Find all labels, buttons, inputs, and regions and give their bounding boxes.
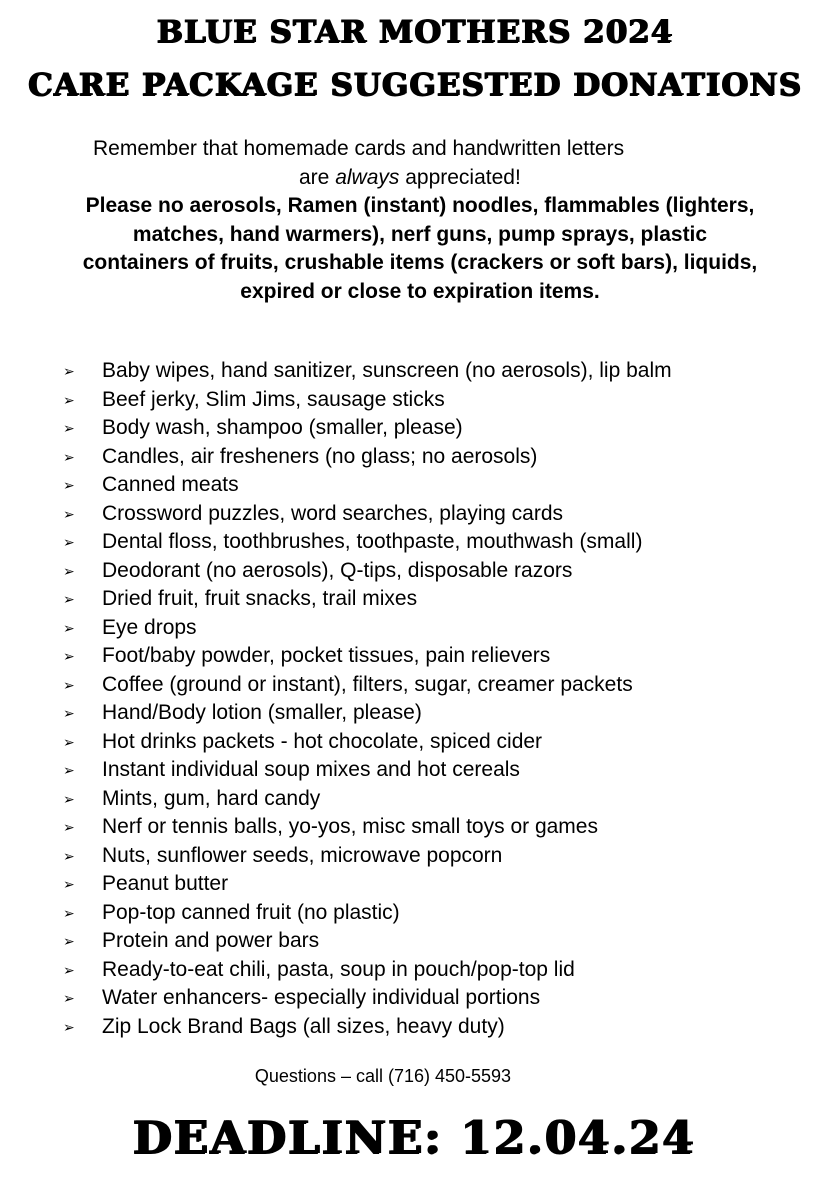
arrowhead-bullet-icon: ➢ xyxy=(63,648,75,664)
arrowhead-bullet-icon: ➢ xyxy=(63,1018,75,1035)
intro-line-1: Remember that homemade cards and handwritten letters xyxy=(93,137,625,160)
arrowhead-bullet-icon: ➢ xyxy=(63,562,75,579)
arrowhead-bullet-icon: ➢ xyxy=(63,990,75,1006)
intro-line-2-before: are xyxy=(299,166,336,189)
arrowhead-bullet-icon: ➢ xyxy=(63,762,75,778)
list-item-label: Eye drops xyxy=(102,615,197,639)
list-item-label: Water enhancers- especially individual portions xyxy=(102,986,541,1009)
arrowhead-bullet-icon: ➢ xyxy=(63,847,75,864)
list-item-label: Baby wipes, hand sanitizer, sunscreen (no aerosols), lip balm xyxy=(102,359,672,382)
deadline: DEADLINE: 12.04.24 xyxy=(132,1111,695,1164)
arrowhead-bullet-icon: ➢ xyxy=(63,676,75,693)
arrowhead-bullet-icon: ➢ xyxy=(63,505,75,522)
list-item-label: Body wash, shampoo (smaller, please) xyxy=(102,416,463,439)
arrowhead-bullet-icon: ➢ xyxy=(63,733,75,750)
arrowhead-bullet-icon: ➢ xyxy=(63,961,75,978)
intro-line-2 xyxy=(299,164,521,192)
list-item-label: Pop-top canned fruit (no plastic) xyxy=(102,900,400,924)
arrowhead-bullet-icon: ➢ xyxy=(63,591,75,607)
list-item-label: Mints, gum, hard candy xyxy=(102,786,321,810)
arrowhead-bullet-icon: ➢ xyxy=(63,534,75,550)
list-item-label: Nuts, sunflower seeds, microwave popcorn xyxy=(102,843,503,867)
list-item-label: Protein and power bars xyxy=(102,929,320,952)
arrowhead-bullet-icon: ➢ xyxy=(63,790,75,807)
page-subtitle: CARE PACKAGE SUGGESTED DONATIONS xyxy=(27,67,802,103)
arrowhead-bullet-icon: ➢ xyxy=(63,619,75,636)
list-item-label: Hot drinks packets - hot chocolate, spiced cider xyxy=(102,729,543,753)
list-item-label: Ready-to-eat chili, pasta, soup in pouch/pop-top lid xyxy=(102,957,575,981)
intro-emphasis: always xyxy=(335,166,400,189)
list-item-label: Hand/Body lotion (smaller, please) xyxy=(102,701,422,724)
arrowhead-bullet-icon: ➢ xyxy=(63,819,75,835)
arrowhead-bullet-icon: ➢ xyxy=(63,363,75,379)
arrowhead-bullet-icon: ➢ xyxy=(63,904,75,921)
arrowhead-bullet-icon: ➢ xyxy=(63,933,75,949)
list-item-label: Dried fruit, fruit snacks, trail mixes xyxy=(102,587,418,610)
list-item-label: Instant individual soup mixes and hot cereals xyxy=(102,758,520,781)
list-item-label: Dental floss, toothbrushes, toothpaste, mouthwash (small) xyxy=(102,530,643,553)
list-item-label: Deodorant (no aerosols), Q-tips, disposable razors xyxy=(102,558,573,582)
arrowhead-bullet-icon: ➢ xyxy=(63,477,75,493)
arrowhead-bullet-icon: ➢ xyxy=(63,705,75,721)
list-item-label: Peanut butter xyxy=(102,872,229,895)
intro-line-2-after: appreciated! xyxy=(399,166,521,189)
arrowhead-bullet-icon: ➢ xyxy=(63,448,75,465)
arrowhead-bullet-icon: ➢ xyxy=(63,876,75,892)
list-item-label: Zip Lock Brand Bags (all sizes, heavy duty) xyxy=(102,1014,505,1038)
arrowhead-bullet-icon: ➢ xyxy=(63,420,75,436)
list-item-label: Candles, air fresheners (no glass; no aerosols) xyxy=(102,444,538,468)
list-item-label: Crossword puzzles, word searches, playing cards xyxy=(102,501,564,525)
list-item-label: Canned meats xyxy=(102,473,239,496)
list-item-label: Coffee (ground or instant), filters, sugar, creamer packets xyxy=(102,672,633,696)
arrowhead-bullet-icon: ➢ xyxy=(63,391,75,408)
contact-line: Questions – call (716) 450-5593 xyxy=(254,1066,512,1086)
restrictions-notice: Please no aerosols, Ramen (instant) noodles, flammables (lighters, matches, hand warmers), nerf guns, pump sprays, plastic containers of fruits, crushable items (crackers or soft bars), liquids, expired or close to expiration items. xyxy=(82,194,758,303)
list-item-label: Beef jerky, Slim Jims, sausage sticks xyxy=(102,387,445,411)
page-title: BLUE STAR MOTHERS 2024 xyxy=(156,14,673,50)
list-item-label: Nerf or tennis balls, yo-yos, misc small toys or games xyxy=(102,815,598,838)
list-item-label: Foot/baby powder, pocket tissues, pain relievers xyxy=(102,644,551,667)
